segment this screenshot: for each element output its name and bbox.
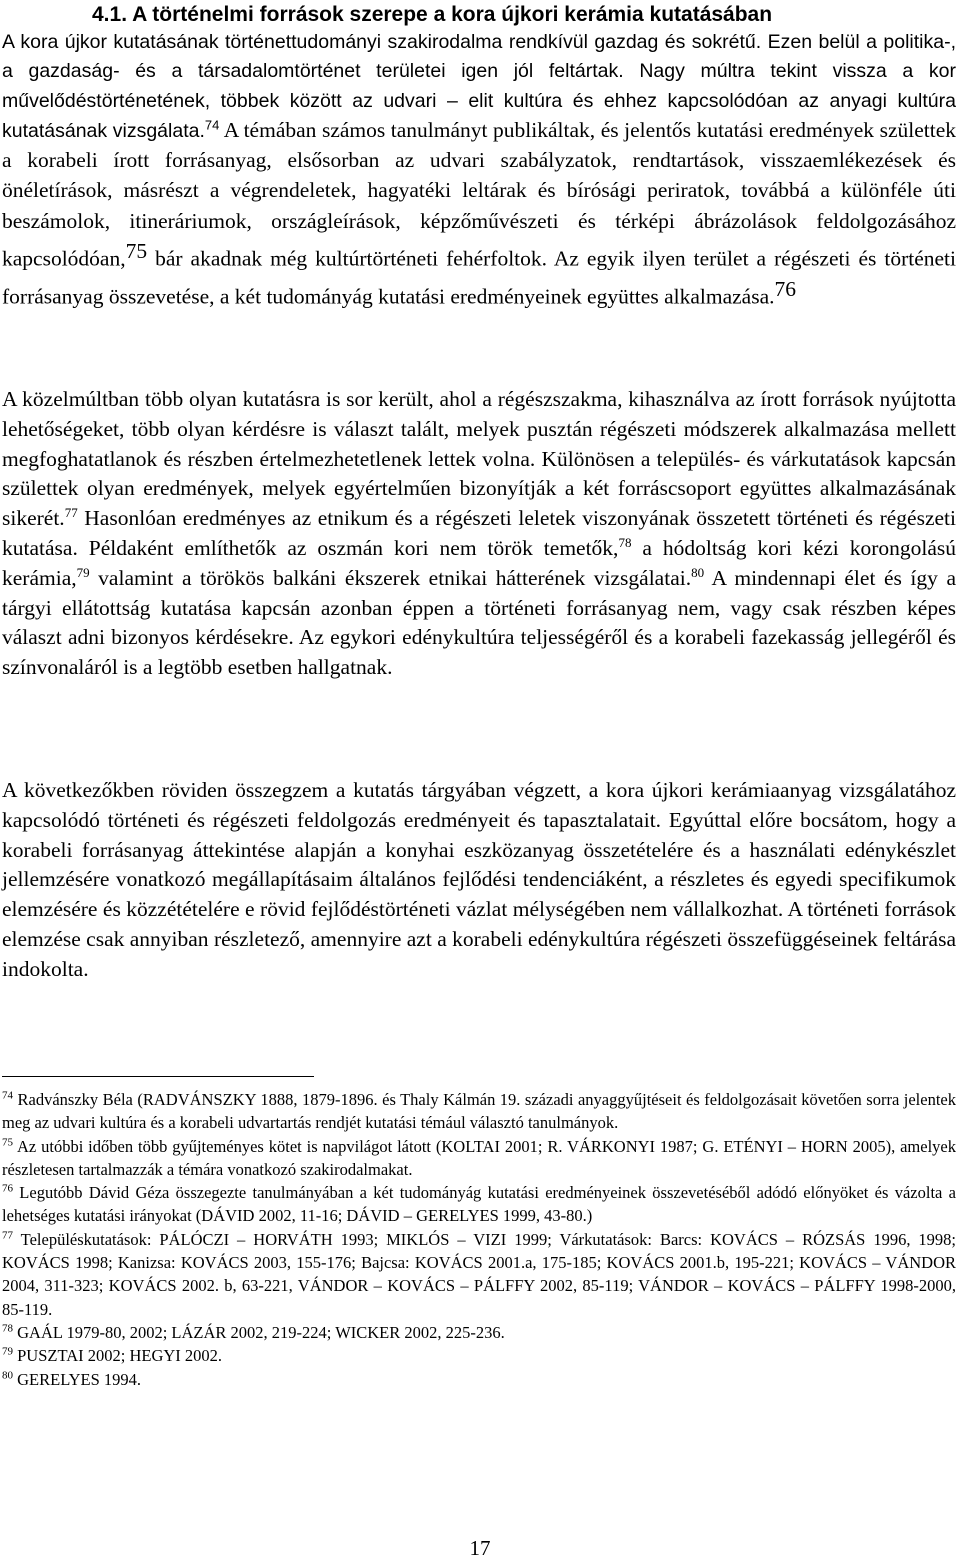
paragraph-intro xyxy=(2,28,956,313)
footnote-ref[interactable]: 79 xyxy=(76,564,90,580)
footnote-text: Radvánszky Béla (RADVÁNSZKY 1888, 1879-1896. és Thaly Kálmán 19. századi anyaggyűjtéseit és feldolgozásait követően sorra jelentek meg az udvari kultúra és a korabeli udvartartás rendjét kutatási témául választó tanulmányok. xyxy=(2,1090,956,1133)
footnote-number: 80 xyxy=(2,1369,13,1382)
footnote-text: Az utóbbi időben több gyűjteményes kötet is napvilágot látott (KOLTAI 2001; R. VÁRKONYI 1987; G. ETÉNYI – HORN 2005), amelyek részletesen tartalmazzák a témára vonatkozó szakirodalmakat. xyxy=(2,1136,956,1179)
footnotes xyxy=(2,1088,956,1391)
footnote-80 xyxy=(2,1368,956,1391)
paragraph-text: A témában számos tanulmányt publikáltak, és jelentős kutatási eredmények születtek a korabeli írott forrásanyag, elsősorban az udvari szabályzatok, rendtartások, visszaemlékezések és önéletírások, másrészt a végrendeletek, hagyatéki leltárak és bírósági periratok, továbbá a különféle úti beszámolok, itineráriumok, országleírások, képzőművészeti és térképi ábrázolások feldolgozásához kapcsolódóan, xyxy=(2,117,956,271)
footnote-text: PUSZTAI 2002; HEGYI 2002. xyxy=(13,1346,223,1366)
footnote-78 xyxy=(2,1321,956,1344)
footnote-text: Településkutatások: PÁLÓCZI – HORVÁTH 1993; MIKLÓS – VIZI 1999; Várkutatások: Barcs: KOVÁCS – RÓZSÁS 1996, 1998; KOVÁCS 1998; Kanizsa: KOVÁCS 2003, 155-176; Bajcsa: KOVÁCS 2001.a, 175-185; KOVÁCS 2001.b, 195-221; KOVÁCS – VÁNDOR 2004, 311-323; KOVÁCS 2002. b, 63-221, VÁNDOR – KOVÁCS – PÁLFFY 2002, 85-119; VÁNDOR – KOVÁCS – PÁLFFY 1998-2000, 85-119. xyxy=(2,1229,956,1319)
footnote-text: GERELYES 1994. xyxy=(13,1369,142,1389)
footnote-77 xyxy=(2,1228,956,1321)
paragraph-research xyxy=(2,385,956,683)
footnote-number: 74 xyxy=(2,1089,13,1102)
footnote-divider xyxy=(2,1076,314,1077)
footnote-number: 77 xyxy=(2,1229,13,1242)
footnote-number: 75 xyxy=(2,1136,13,1149)
footnote-ref[interactable]: 76 xyxy=(774,276,796,301)
footnote-text: GAÁL 1979-80, 2002; LÁZÁR 2002, 219-224; WICKER 2002, 225-236. xyxy=(13,1322,505,1342)
footnote-ref[interactable]: 77 xyxy=(64,505,78,521)
footnote-75 xyxy=(2,1135,956,1182)
footnote-ref[interactable]: 78 xyxy=(618,534,632,550)
paragraph-text: A közelmúltban több olyan kutatásra is sor került, ahol a régészszakma, kihasználva az írott források nyújtotta lehetőségeket, több olyan kérdésre is választ talált, melyek pusztán régészeti módszerek alkalmazása mellett megfoghatatlanok és részben értelmezhetetlenek lettek volna. Különösen a település- és várkutatások kapcsán születtek olyan eredmények, melyek egyértelműen bizonyítják a két forráscsoport együttes alkalmazásának sikerét. xyxy=(2,387,956,531)
paragraph-text: valamint a törökös balkáni ékszerek etnikai hátterének vizsgálatai. xyxy=(89,565,692,590)
footnote-number: 79 xyxy=(2,1345,13,1358)
page-number: 17 xyxy=(469,1536,491,1560)
paragraph-text: A mindennapi élet és így a tárgyi ellátottság kutatása kapcsán azonban éppen a történeti forrásanyag nem, vagy csak részben képes választ adni bizonyos kérdésekre. Az egykori edénykultúra teljességéről és a korabeli fazekasság jellegéről és színvonaláról is a legtöbb esetben hallgatnak. xyxy=(2,565,956,680)
paragraph-text: bár akadnak még kultúrtörténeti fehérfoltok. Az egyik ilyen terület a régészeti és történeti forrásanyag összevetése, a két tudományág kutatási eredményeinek együttes alkalmazása. xyxy=(2,246,956,309)
paragraph-text: a hódoltság kori kézi korongolású kerámia, xyxy=(2,535,956,590)
footnote-text: Legutóbb Dávid Géza összegezte tanulmányában a két tudományág kutatási eredményeinek összevetéséből adódó előnyöket és vázolta a lehetséges kutatási irányokat (DÁVID 2002, 11-16; DÁVID – GERELYES 1999, 43-80.) xyxy=(2,1183,956,1226)
footnote-number: 78 xyxy=(2,1322,13,1335)
footnote-ref[interactable]: 80 xyxy=(691,564,705,580)
paragraph-summary: A következőkben röviden összegzem a kutatás tárgyában végzett, a kora újkori kerámiaanyag vizsgálatához kapcsolódó történeti és régészeti feldolgozás eredményeit és tapasztalatait. Egyúttal előre bocsátom, hogy a korabeli forrásanyag áttekintése alapján a konyhai eszközanyag összetételére és a használati edénykészlet jellemzésére vonatkozó megállapításaim általános fejlődési tendenciáként, a részletes és egyedi specifikumok elemzésére és közzétételére e rövid fejlődéstörténeti vázlat mélységében nem vállalkozhat. A történeti források elemzése csak annyiban részletező, amennyire azt a korabeli edénykultúra régészeti összefüggéseinek feltárása indokolta. xyxy=(2,778,956,981)
footnote-ref[interactable]: 75 xyxy=(125,239,148,264)
section-heading: 4.1. A történelmi források szerepe a kora újkori kerámia kutatásában xyxy=(92,3,773,26)
paragraph-text: A kora újkor kutatásának történettudományi szakirodalma rendkívül gazdag és sokrétű. Ezen belül a politika-, a gazdaság- és a társadalomtörténet területei igen jól feltártak. Nagy múltra tekint vissza a kor művelődéstörténetének, többek között az udvari – elit kultúra és ehhez kapcsolódóan az anyagi kultúra kutatásának vizsgálata. xyxy=(2,31,956,142)
paragraph-text: Hasonlóan eredményes az etnikum és a régészeti leletek viszonyának összetett történeti és régészeti kutatása. Példaként említhetők az oszmán kori nem török temetők, xyxy=(2,506,956,560)
footnote-number: 76 xyxy=(2,1182,13,1195)
footnote-ref[interactable]: 74 xyxy=(204,117,220,133)
footnote-74 xyxy=(2,1088,956,1135)
footnote-79 xyxy=(2,1344,956,1367)
footnote-76 xyxy=(2,1181,956,1228)
